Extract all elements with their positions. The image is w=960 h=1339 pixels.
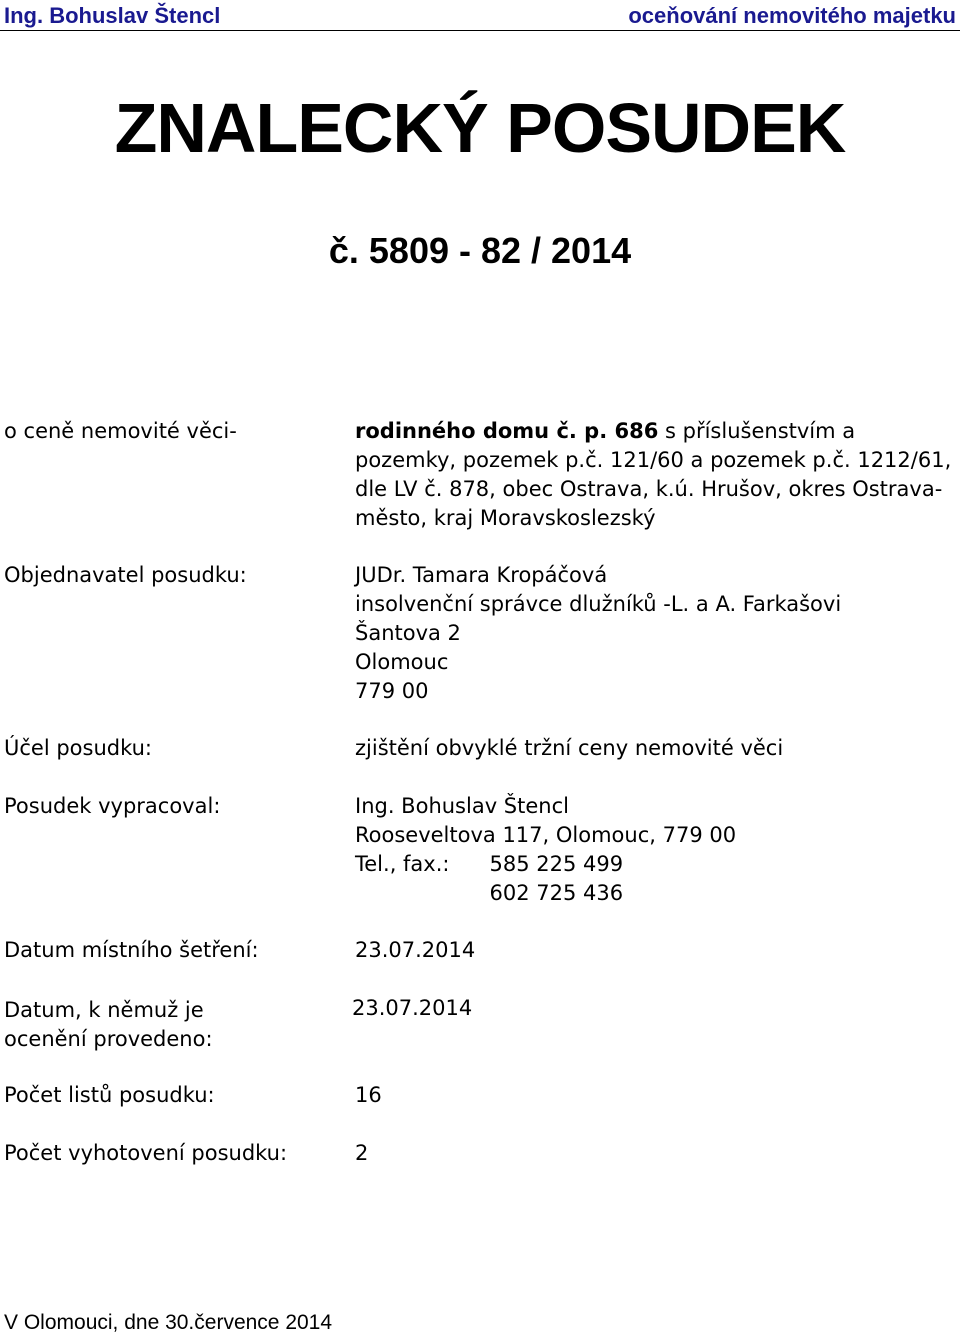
subject-line2: pozemky, pozemek p.č. 121/60 a pozemek p.č. 1212/61, — [355, 448, 952, 472]
purpose-label: Účel posudku: — [4, 736, 153, 760]
document-title: ZNALECKÝ POSUDEK — [114, 89, 846, 167]
inspection-date-label: Datum místního šetření: — [4, 938, 259, 962]
phone-1: 585 225 499 — [489, 852, 624, 876]
client-zip: 779 00 — [355, 679, 429, 703]
client-name: JUDr. Tamara Kropáčová — [355, 563, 608, 587]
valuation-date-value: 23.07.2014 — [352, 996, 473, 1020]
subject-line3: dle LV č. 878, obec Ostrava, k.ú. Hrušov, okres Ostrava- — [355, 477, 943, 501]
valuation-date-label — [4, 996, 213, 1054]
document-number: č. 5809 - 82 / 2014 — [328, 230, 632, 271]
sheets-value: 16 — [355, 1083, 382, 1107]
header-field: oceňování nemovitého majetku — [628, 3, 956, 28]
subject-label: o ceně nemovité věci- — [4, 419, 237, 443]
header-author: Ing. Bohuslav Štencl — [4, 3, 221, 28]
subject-rest: s příslušenstvím a — [658, 419, 856, 443]
client-label: Objednavatel posudku: — [4, 563, 247, 587]
subject-value — [355, 417, 951, 533]
copies-label: Počet vyhotovení posudku: — [4, 1141, 288, 1165]
phone-2: 602 725 436 — [489, 881, 624, 905]
client-city: Olomouc — [355, 650, 449, 674]
purpose-value: zjištění obvyklé tržní ceny nemovité věci — [355, 736, 784, 760]
copies-value: 2 — [355, 1141, 369, 1165]
client-role: insolvenční správce dlužníků -L. a A. Farkašovi — [355, 592, 842, 616]
client-street: Šantova 2 — [355, 621, 461, 645]
inspection-date-value: 23.07.2014 — [355, 938, 476, 962]
author-address: Rooseveltova 117, Olomouc, 779 00 — [355, 823, 737, 847]
place-and-date: V Olomouci, dne 30.července 2014 — [4, 1311, 333, 1334]
subject-bold: rodinného domu č. p. 686 — [355, 419, 659, 443]
phone-label: Tel., fax.: — [355, 852, 450, 876]
author-label: Posudek vypracoval: — [4, 794, 221, 818]
author-name: Ing. Bohuslav Štencl — [355, 794, 569, 818]
header-divider — [0, 30, 960, 31]
sheets-label: Počet listů posudku: — [4, 1083, 215, 1107]
author-value — [355, 792, 736, 908]
valuation-label-line1: Datum, k němuž je — [4, 998, 204, 1022]
valuation-label-line2: ocenění provedeno: — [4, 1027, 213, 1051]
subject-line4: město, kraj Moravskoslezský — [355, 506, 656, 530]
client-value — [355, 561, 841, 706]
